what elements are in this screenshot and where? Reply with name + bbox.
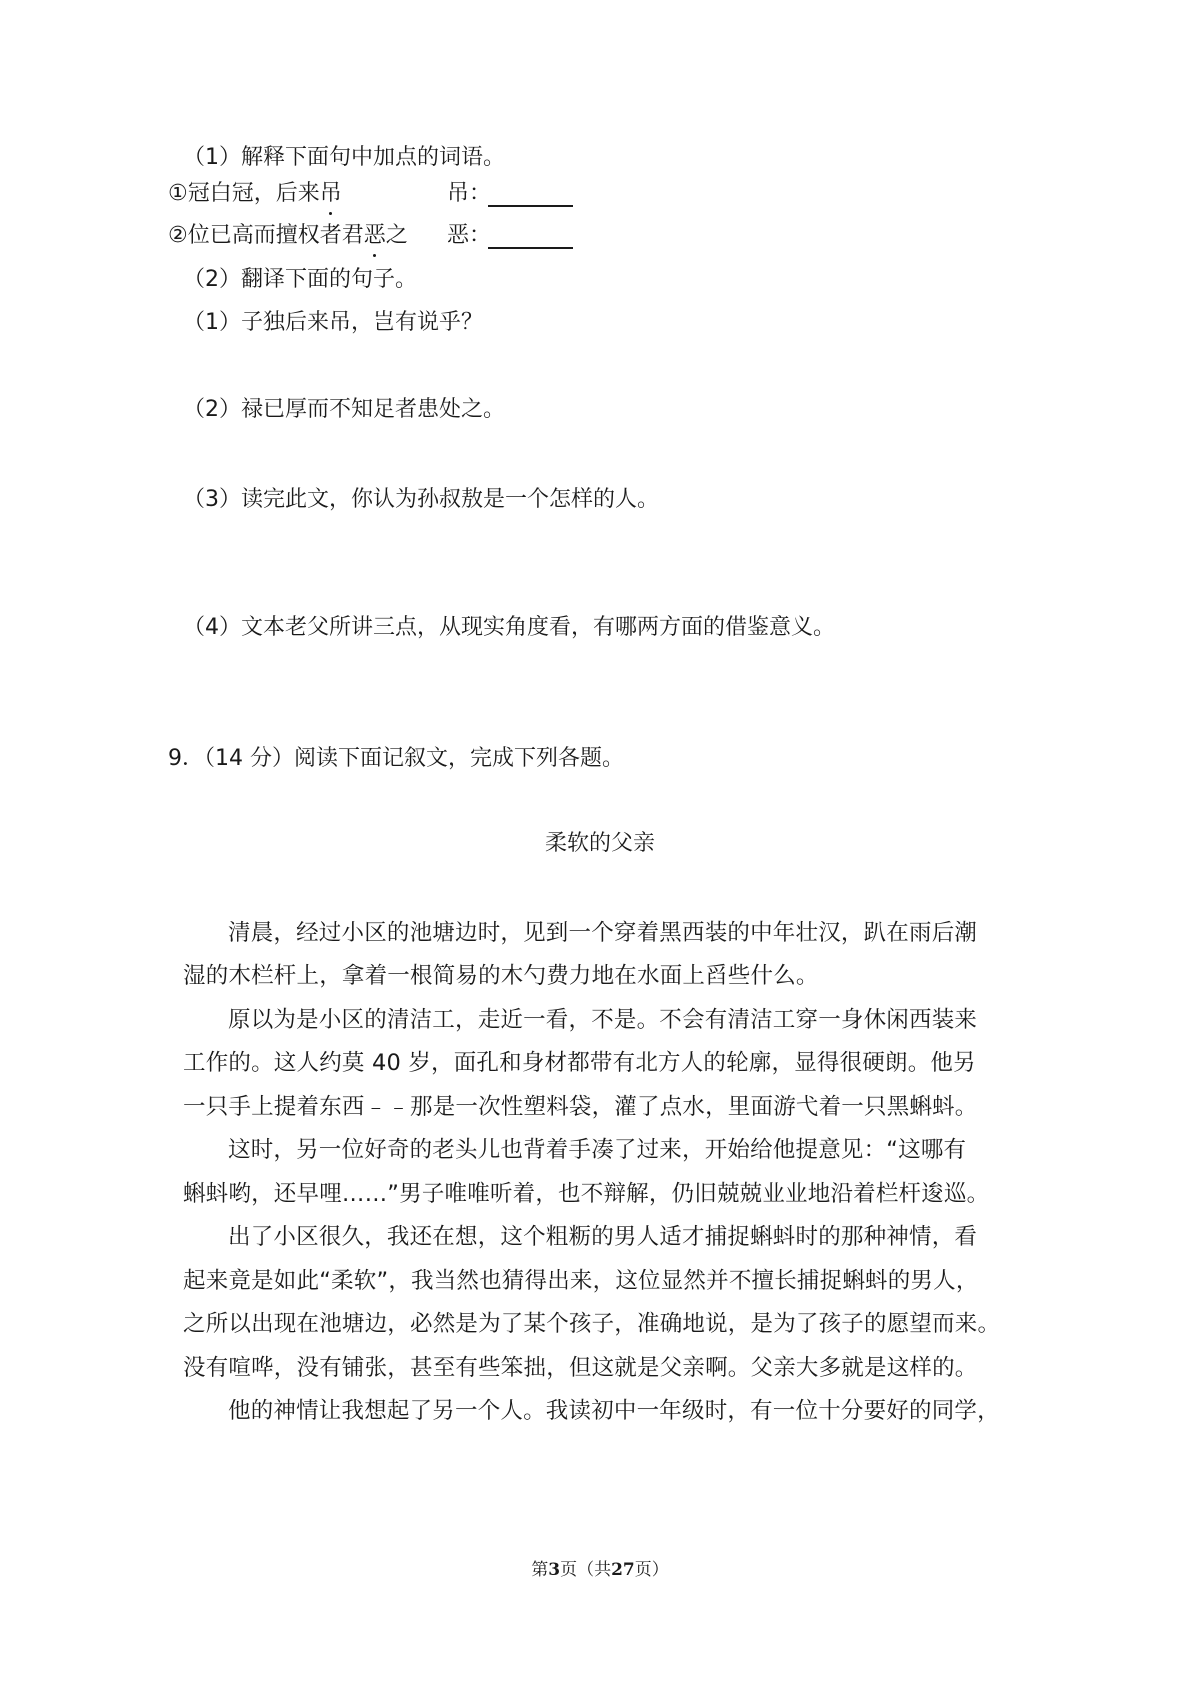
- q1-item-2-dotted-word: 恶: [364, 221, 386, 251]
- q1-item-2-tail: 之: [385, 223, 408, 248]
- q1-item-1-answer-label: 吊：: [447, 181, 492, 206]
- passage-line: 出了小区很久，我还在想，这个粗粝的男人适才捕捉蝌蚪时的那种神情，看: [228, 1224, 978, 1250]
- passage-line: 他的神情让我想起了另一个人。我读初中一年级时，有一位十分要好的同学，: [228, 1398, 1000, 1424]
- passage-line: 这时，另一位好奇的老头儿也背着手凑了过来，开始给他提意见：“这哪有: [228, 1137, 967, 1163]
- section-9-heading: 9．（14 分）阅读下面记叙文，完成下列各题。: [168, 746, 624, 771]
- q2-label: （2）翻译下面的句子。: [183, 267, 417, 292]
- page-number: 3: [548, 1560, 561, 1580]
- passage-title: 柔软的父亲: [544, 831, 655, 856]
- passage-line: 工作的。这人约莫 40 岁，面孔和身材都带有北方人的轮廓，显得很硬朗。他另: [183, 1050, 976, 1076]
- q1-item-2: [168, 221, 408, 251]
- q1-item-1-dotted-word: 吊: [320, 179, 342, 209]
- q1-item-1-text: ①冠白冠，后来: [168, 181, 320, 206]
- footer-suffix: 页）: [634, 1560, 669, 1580]
- q2-sentence-2: （2）禄已厚而不知足者患处之。: [183, 397, 505, 422]
- passage-line: 起来竟是如此“柔软”，我当然也猜得出来，这位显然并不擅长捕捉蝌蚪的男人，: [183, 1268, 979, 1294]
- passage-line: 没有喧哗，没有铺张，甚至有些笨拙，但这就是父亲啊。父亲大多就是这样的。: [183, 1355, 978, 1381]
- q1-item-2-answer-label: 恶：: [447, 223, 492, 248]
- q2-sentence-1: （1）子独后来吊，岂有说乎？: [183, 310, 483, 335]
- q3-question: （3）读完此文，你认为孙叔敖是一个怎样的人。: [183, 487, 659, 512]
- page-footer: [0, 1558, 1200, 1582]
- q1-label: （1）解释下面句中加点的词语。: [183, 145, 505, 170]
- passage-line: 湿的木栏杆上，拿着一根简易的木勺费力地在水面上舀些什么。: [183, 963, 819, 989]
- passage-line: 之所以出现在池塘边，必然是为了某个孩子，准确地说，是为了孩子的愿望而来。: [183, 1311, 1001, 1337]
- passage-line: 蝌蚪哟，还早哩……”男子唯唯听着，也不辩解，仍旧兢兢业业地沿着栏杆逡巡。: [183, 1181, 990, 1207]
- footer-middle: 页（共: [560, 1560, 612, 1580]
- total-pages: 27: [611, 1560, 635, 1580]
- q4-question: （4）文本老父所讲三点，从现实角度看，有哪两方面的借鉴意义。: [183, 615, 835, 640]
- passage-line: 原以为是小区的清洁工，走近一看，不是。不会有清洁工穿一身休闲西装来: [228, 1007, 978, 1033]
- q1-item-2-answer-blank[interactable]: [488, 247, 573, 249]
- passage-line: 一只手上提着东西﹣﹣那是一次性塑料袋，灌了点水，里面游弋着一只黑蝌蚪。: [183, 1094, 978, 1120]
- q1-item-1-answer-blank[interactable]: [488, 205, 573, 207]
- q1-item-2-text: ②位已高而擅权者君: [168, 223, 364, 248]
- footer-prefix: 第: [531, 1560, 549, 1580]
- q1-item-1: [168, 179, 342, 209]
- passage-line: 清晨，经过小区的池塘边时，见到一个穿着黑西装的中年壮汉，趴在雨后潮: [228, 920, 978, 946]
